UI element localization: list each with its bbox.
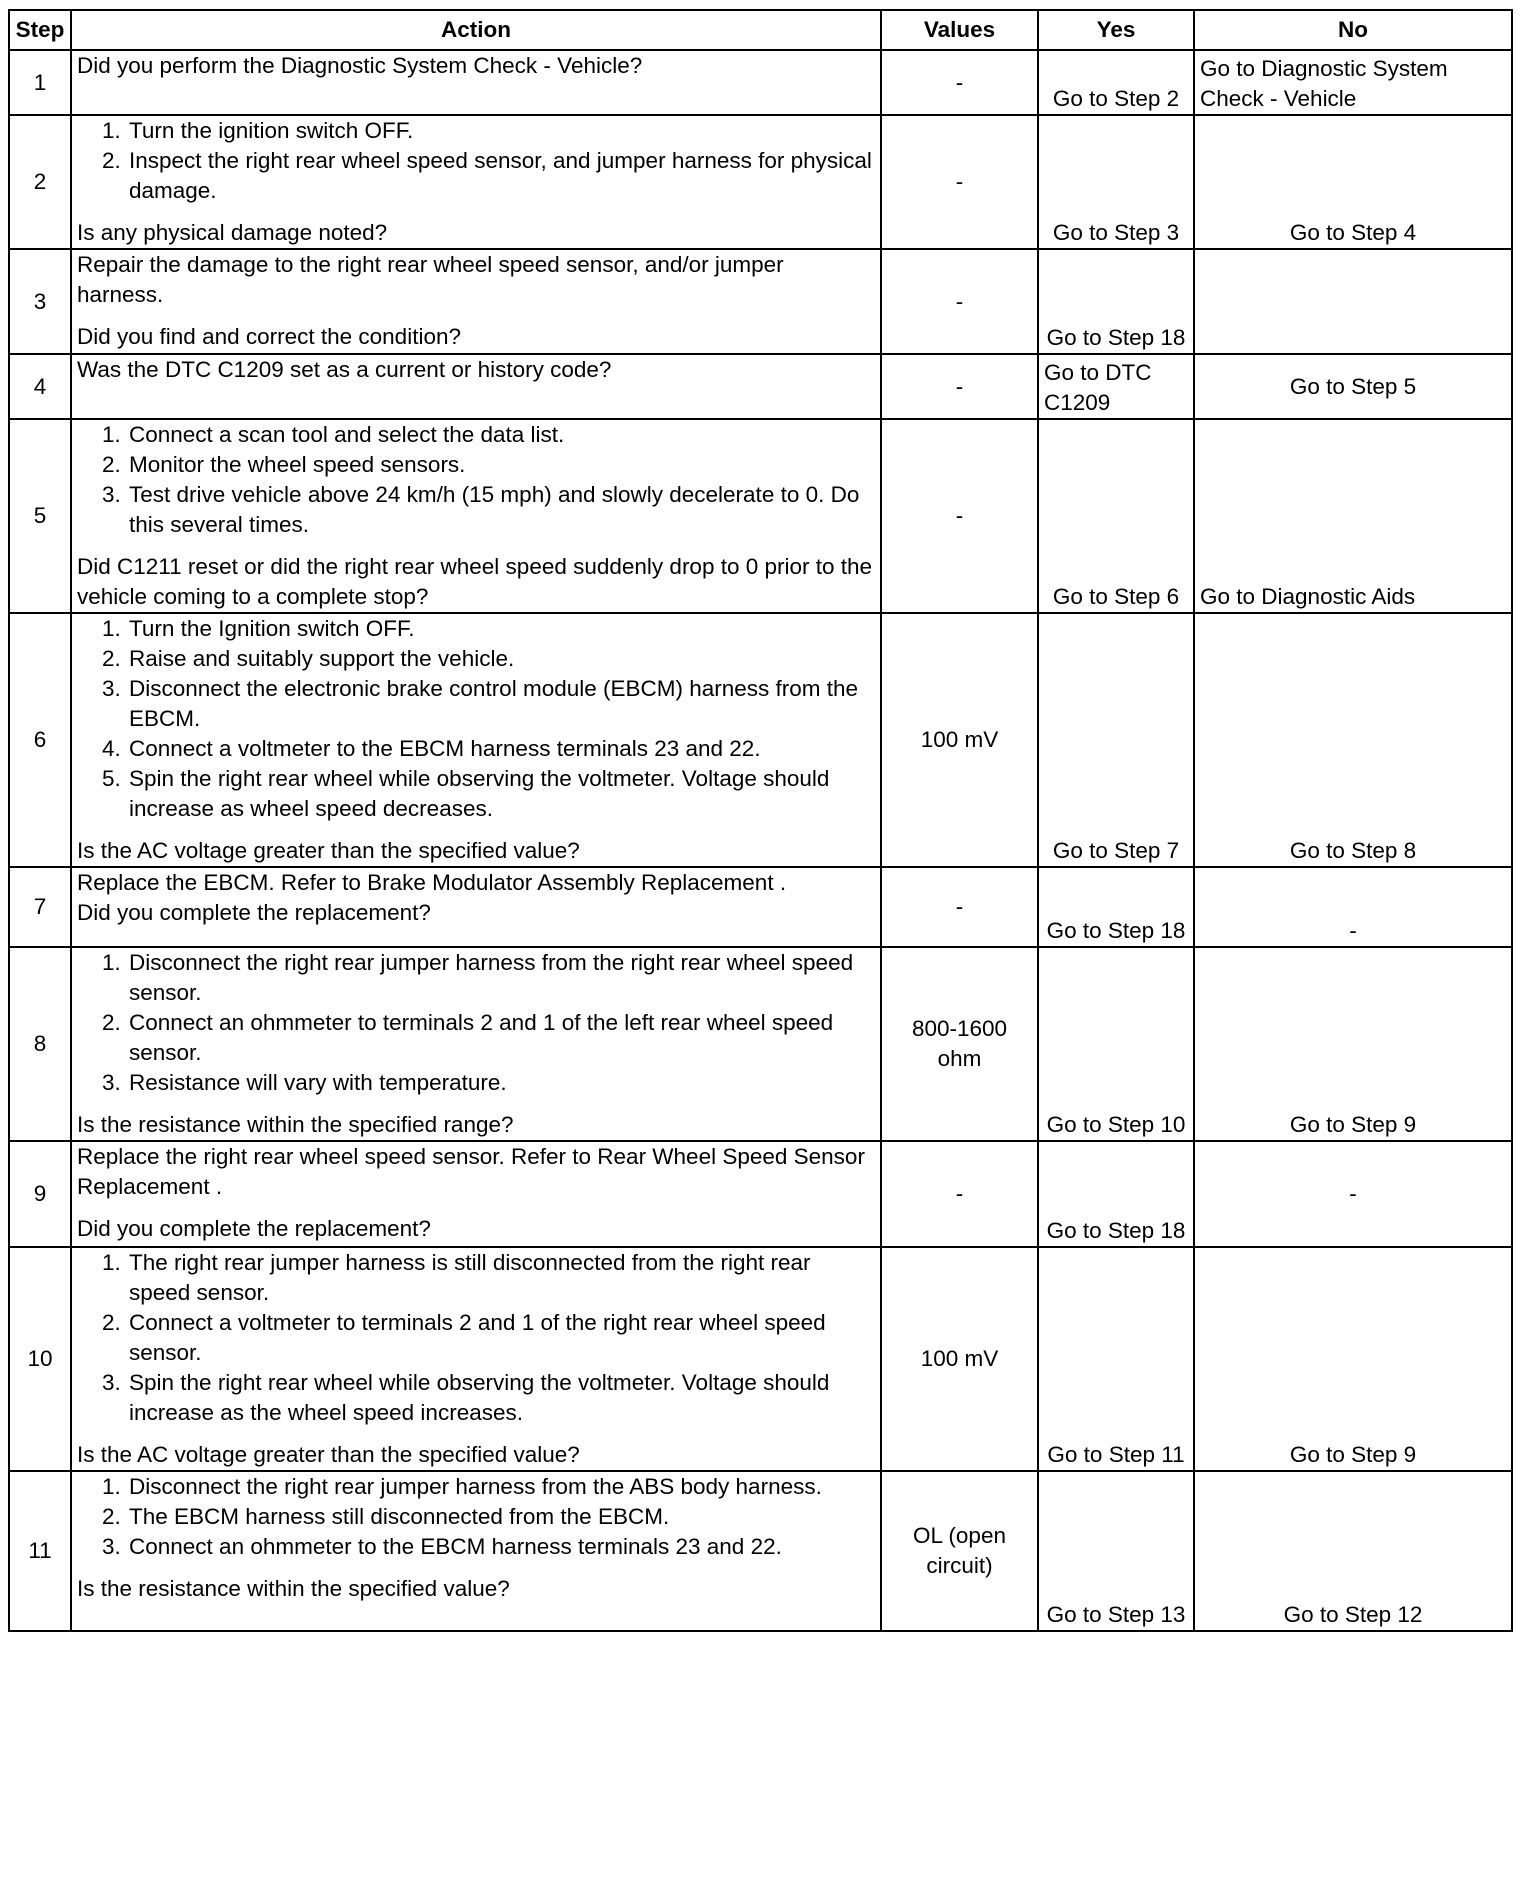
action-cell (71, 613, 881, 867)
action-steps (77, 1472, 875, 1562)
yes-cell: Go to Step 18 (1038, 249, 1194, 354)
values-cell: - (881, 867, 1038, 947)
action-step: 1. Turn the Ignition switch OFF. (127, 614, 875, 644)
yes-cell: Go to Step 2 (1038, 50, 1194, 115)
no-cell: Go to Step 12 (1194, 1471, 1512, 1631)
action-question: Is the AC voltage greater than the specified value? (77, 838, 580, 863)
action-step: 3. Connect an ohmmeter to the EBCM harness terminals 23 and 22. (127, 1532, 875, 1562)
step-number: 6 (9, 613, 71, 867)
action-cell (71, 1247, 881, 1471)
step-number: 5 (9, 419, 71, 613)
table-row (9, 419, 1512, 613)
action-step: 2. Connect a voltmeter to terminals 2 and 1 of the right rear wheel speed sensor. (127, 1308, 875, 1368)
action-question: Did you find and correct the condition? (77, 324, 461, 349)
action-step: 1. Turn the ignition switch OFF. (127, 116, 875, 146)
yes-cell: Go to Step 6 (1038, 419, 1194, 613)
yes-cell: Go to Step 3 (1038, 115, 1194, 249)
table-row (9, 613, 1512, 867)
no-cell: Go to Diagnostic Aids (1194, 419, 1512, 613)
step-number: 2 (9, 115, 71, 249)
action-step: 3. Spin the right rear wheel while observing the voltmeter. Voltage should increase as the wheel speed increases. (127, 1368, 875, 1428)
header-values: Values (881, 10, 1038, 50)
table-row (9, 115, 1512, 249)
values-cell: - (881, 249, 1038, 354)
values-cell: 100 mV (881, 613, 1038, 867)
action-step: 3. Resistance will vary with temperature. (127, 1068, 875, 1098)
action-cell (71, 419, 881, 613)
action-step: 1. Disconnect the right rear jumper harness from the ABS body harness. (127, 1472, 875, 1502)
header-yes: Yes (1038, 10, 1194, 50)
action-step: 2. The EBCM harness still disconnected from the EBCM. (127, 1502, 875, 1532)
action-steps (77, 614, 875, 824)
yes-cell: Go to DTC C1209 (1038, 354, 1194, 419)
values-cell: - (881, 50, 1038, 115)
action-steps (77, 116, 875, 206)
action-text: Replace the right rear wheel speed sensor. Refer to Rear Wheel Speed Sensor Replacement . (77, 1144, 865, 1199)
action-step: 1. The right rear jumper harness is still disconnected from the right rear speed sensor. (127, 1248, 875, 1308)
action-cell (71, 354, 881, 419)
step-number: 9 (9, 1141, 71, 1247)
values-cell: - (881, 1141, 1038, 1247)
values-cell: - (881, 354, 1038, 419)
action-cell (71, 947, 881, 1141)
action-step: 3. Disconnect the electronic brake control module (EBCM) harness from the EBCM. (127, 674, 875, 734)
yes-cell: Go to Step 10 (1038, 947, 1194, 1141)
action-question: Is the resistance within the specified range? (77, 1112, 514, 1137)
step-number: 11 (9, 1471, 71, 1631)
no-cell: Go to Step 5 (1194, 354, 1512, 419)
action-step: 4. Connect a voltmeter to the EBCM harness terminals 23 and 22. (127, 734, 875, 764)
step-number: 1 (9, 50, 71, 115)
table-row (9, 1141, 1512, 1247)
table-row (9, 1471, 1512, 1631)
table-row (9, 1247, 1512, 1471)
action-text: Replace the EBCM. Refer to Brake Modulator Assembly Replacement . (77, 870, 787, 895)
step-number: 7 (9, 867, 71, 947)
action-question: Is any physical damage noted? (77, 220, 388, 245)
yes-cell: Go to Step 7 (1038, 613, 1194, 867)
header-action: Action (71, 10, 881, 50)
diagnostic-table (8, 9, 1513, 1632)
values-cell: 800-1600 ohm (881, 947, 1038, 1141)
values-cell: - (881, 115, 1038, 249)
yes-cell: Go to Step 18 (1038, 1141, 1194, 1247)
values-cell: OL (open circuit) (881, 1471, 1038, 1631)
action-step: 5. Spin the right rear wheel while observing the voltmeter. Voltage should increase as wheel speed decreases. (127, 764, 875, 824)
action-cell (71, 1141, 881, 1247)
action-step: 3. Test drive vehicle above 24 km/h (15 mph) and slowly decelerate to 0. Do this several times. (127, 480, 875, 540)
action-question: Is the AC voltage greater than the specified value? (77, 1442, 580, 1467)
yes-cell: Go to Step 13 (1038, 1471, 1194, 1631)
action-step: 1. Connect a scan tool and select the data list. (127, 420, 875, 450)
action-step: 2. Inspect the right rear wheel speed sensor, and jumper harness for physical damage. (127, 146, 875, 206)
action-text: Did you perform the Diagnostic System Check - Vehicle? (77, 53, 643, 78)
values-cell: - (881, 419, 1038, 613)
action-step: 2. Raise and suitably support the vehicle. (127, 644, 875, 674)
action-step: 1. Disconnect the right rear jumper harness from the right rear wheel speed sensor. (127, 948, 875, 1008)
no-cell: Go to Diagnostic System Check - Vehicle (1194, 50, 1512, 115)
no-cell: Go to Step 4 (1194, 115, 1512, 249)
action-text: Repair the damage to the right rear wheel speed sensor, and/or jumper harness. (77, 252, 784, 307)
action-text: Was the DTC C1209 set as a current or history code? (77, 357, 612, 382)
action-steps (77, 420, 875, 540)
yes-cell: Go to Step 11 (1038, 1247, 1194, 1471)
yes-cell: Go to Step 18 (1038, 867, 1194, 947)
action-steps (77, 948, 875, 1098)
table-row (9, 50, 1512, 115)
action-question: Did you complete the replacement? (77, 1216, 431, 1241)
no-cell: - (1194, 1141, 1512, 1247)
action-step: 2. Monitor the wheel speed sensors. (127, 450, 875, 480)
no-cell: Go to Step 8 (1194, 613, 1512, 867)
table-row (9, 249, 1512, 354)
table-row (9, 867, 1512, 947)
action-cell (71, 249, 881, 354)
action-question: Did you complete the replacement? (77, 900, 431, 925)
action-question: Did C1211 reset or did the right rear wheel speed suddenly drop to 0 prior to the vehicle coming to a complete stop? (77, 554, 873, 609)
header-step: Step (9, 10, 71, 50)
step-number: 3 (9, 249, 71, 354)
no-cell: Go to Step 9 (1194, 947, 1512, 1141)
no-cell: Go to Step 9 (1194, 1247, 1512, 1471)
no-cell (1194, 249, 1512, 354)
no-cell: - (1194, 867, 1512, 947)
values-cell: 100 mV (881, 1247, 1038, 1471)
action-steps (77, 1248, 875, 1428)
table-header-row (9, 10, 1512, 50)
table-row (9, 354, 1512, 419)
table-row (9, 947, 1512, 1141)
action-cell (71, 867, 881, 947)
step-number: 8 (9, 947, 71, 1141)
header-no: No (1194, 10, 1512, 50)
step-number: 4 (9, 354, 71, 419)
action-question: Is the resistance within the specified value? (77, 1576, 510, 1601)
action-cell (71, 1471, 881, 1631)
step-number: 10 (9, 1247, 71, 1471)
action-cell (71, 50, 881, 115)
action-cell (71, 115, 881, 249)
action-step: 2. Connect an ohmmeter to terminals 2 and 1 of the left rear wheel speed sensor. (127, 1008, 875, 1068)
